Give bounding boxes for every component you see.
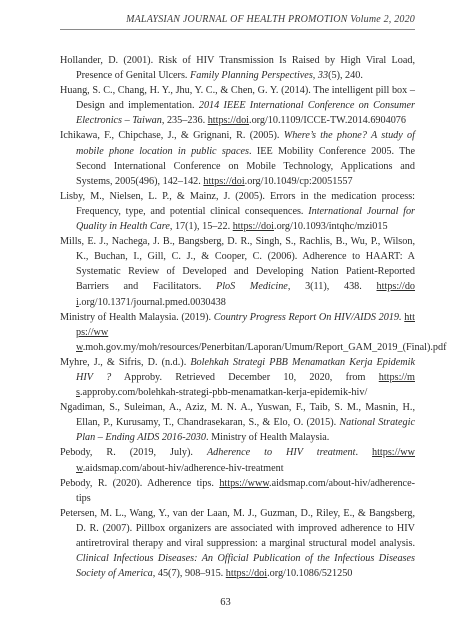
reference-link-tail: .moh.gov.my/moh/resources/Penerbitan/Laporan/Umum/Report_GAM_2019_(Final).pdf [82,341,447,353]
reference-link-tail: .aidsmap.com/about-hiv/adherence-tips [76,477,415,504]
reference-text: Pebody, R. (2019, July). [60,447,207,459]
reference-link-tail: .org/10.1109/ICCE-TW.2014.6904076 [249,115,406,127]
reference-details: , 45(7), 908–915. [152,568,226,580]
reference-link-tail: .org/10.1049/cp:20051557 [244,175,353,187]
reference-text: Ministry of Health Malaysia. (2019). [60,311,214,323]
reference-details: . IEE Mobility Conference 2005. The Second International Conference on Mobile Technology, Applications and Systems, 2005(496), 142–142. [76,145,416,187]
reference-details: . Ministry of Health Malaysia. [205,432,330,444]
reference-details: , 3(11), 438. [287,281,377,293]
reference-link-tail: .org/10.1086/521250 [267,568,353,580]
reference-entry [60,355,415,400]
reference-entry [60,234,415,309]
reference-link-tail: .aidsmap.com/about-hiv/adherence-hiv-treatment [82,462,284,474]
reference-text: Myhre, J., & Sifris, D. (n.d.). [60,356,191,368]
reference-link[interactable]: https://doi [76,281,416,308]
reference-link[interactable]: https://www [219,477,270,489]
page-number: 63 [220,597,231,608]
reference-source-title: Adherence to HIV treatment [206,447,356,459]
reference-source-title: PloS Medicine [215,281,288,293]
reference-link[interactable]: https://doi [203,175,245,187]
reference-link[interactable]: https://www [76,447,416,474]
reference-link[interactable]: https://www [76,311,415,353]
reference-entry [60,53,415,83]
reference-source-title: International Journal for Quality in Health Care [76,205,416,233]
reference-link[interactable]: https://doi [225,568,268,580]
reference-entry [60,400,415,445]
reference-source-title: Country Progress Report On HIV/AIDS 2019. [213,311,402,323]
reference-text: Ngadiman, S., Suleiman, A., Aziz, M. N. A., Yuswan, F., Taib, S. M., Masnin, H., Ellan, P., Kurusamy, T., Chandrasekaran, S., & Elo, O. (2015). [60,402,415,429]
reference-text: Hollander, D. (2001). Risk of HIV Transmission Is Raised by High Viral Load, Presence of Genital Ulcers. [60,55,415,82]
reference-text: Lisby, M., Nielsen, L. P., & Mainz, J. (2005). Errors in the medication process: Frequency, type, and potential clinical consequences. [60,190,415,217]
reference-details: , 17(1), 15–22. [169,221,233,233]
reference-details: . [355,447,372,459]
reference-link-tail: .org/10.1371/journal.pmed.0030438 [78,296,226,308]
reference-entry [60,310,447,355]
reference-link[interactable]: https://ms [76,371,415,399]
reference-entry [60,128,415,188]
reference-entry [60,83,415,128]
reference-entry [60,189,415,234]
reference-text: Pebody, R. (2020). Adherence tips. [60,477,220,489]
reference-source-title: Clinical Infectious Diseases: An Official Publication of the Infectious Diseases Society of America [76,553,415,580]
reference-text: Petersen, M. L., Wang, Y., van der Laan, M. J., Guzman, D., Riley, E., & Bangsberg, D. R. (2007). Pillbox organizers are associated with improved adherence to HIV antiretroviral therapy and viral suppression: a marginal structural model analysis. [60,507,415,549]
reference-link-tail: .approby.com/bolehkah-strategi-pbb-menamatkan-kerja-epidemik-hiv/ [79,387,368,399]
reference-text: Ichikawa, F., Chipchase, J., & Grignani, R. (2005). [60,130,284,142]
reference-details: Approby. Retrieved December 10, 2020, from [111,371,379,383]
reference-link[interactable]: https://doi [232,221,275,233]
journal-title: MALAYSIAN JOURNAL OF HEALTH PROMOTION Volume 2, 2020 [126,14,415,25]
reference-details: , 235–236. [161,115,208,127]
reference-source-title: 2014 IEEE International Conference on Consumer Electronics – Taiwan [76,100,415,127]
reference-link[interactable]: https://doi [207,115,250,127]
reference-source-title: Family Planning Perspectives, 33 [190,70,329,82]
reference-link-tail: .org/10.1093/intqhc/mzi015 [274,221,388,233]
reference-entry [60,506,415,581]
reference-details: (5), 240. [328,70,363,82]
reference-entry [60,476,415,506]
reference-source-title: National Strategic Plan – Ending AIDS 2016-2030 [76,417,415,444]
reference-entry [60,445,415,475]
reference-source-title: Where’s the phone? A study of mobile phone location in public spaces [76,130,415,157]
reference-text: Mills, E. J., Nachega, J. B., Bangsberg, D. R., Singh, S., Rachlis, B., Wu, P., Wilson, K., Buchan, I., Gill, C. J., & Cooper, C. (2006). Adherence to HAART: A Systematic Review of Developed and Developing Nation Patient-Reported Barriers and Facilitators. [60,236,415,293]
running-header [60,14,415,30]
reference-list [60,53,447,581]
reference-source-title: Bolehkah Strategi PBB Menamatkan Kerja Epidemik HIV ? [76,356,415,383]
reference-text: Huang, S. C., Chang, H. Y., Jhu, Y. C., & Chen, G. Y. (2014). The intelligent pill box – Design and implementation. [60,85,415,112]
